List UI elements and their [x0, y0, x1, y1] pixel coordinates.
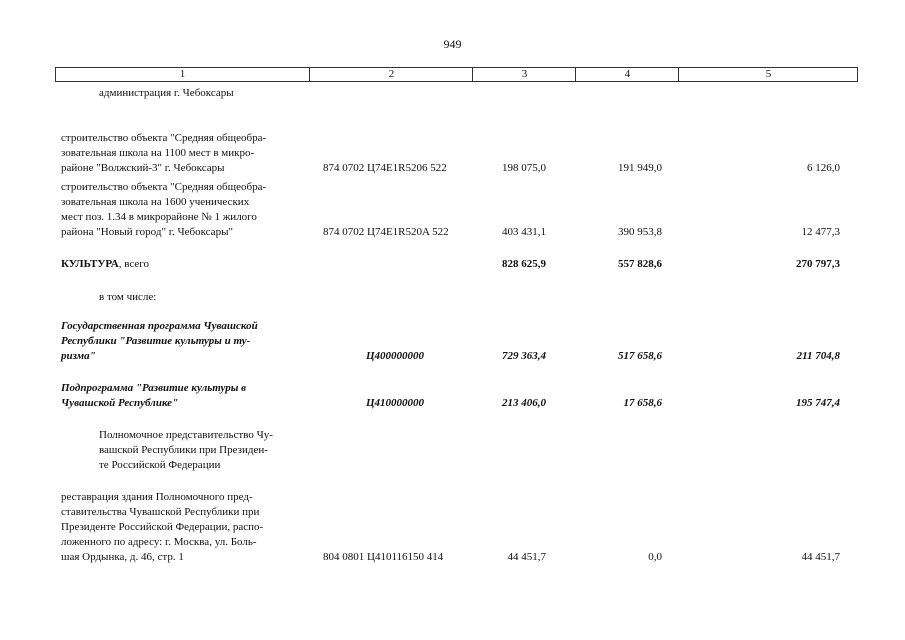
row-code-state-program: Ц400000000	[365, 350, 425, 362]
row-label-school-1100: строительство объекта "Средняя общеобра- зовательная школа на 1100 мест в микро- районе "Волжский-3" г. Чебоксары	[61, 132, 267, 174]
row-value-5: 44 451,7	[801, 551, 840, 563]
row-value-4: 517 658,6	[618, 350, 662, 362]
header-col-1: 1	[179, 68, 186, 80]
row-value-5: 211 704,8	[796, 350, 840, 362]
header-col-2: 2	[309, 68, 473, 81]
row-value-3: 213 406,0	[502, 397, 546, 409]
row-value-3: 198 075,0	[502, 162, 546, 174]
row-value-4: 390 953,8	[618, 226, 662, 238]
table-header	[55, 67, 858, 82]
row-code-school-1100: 874 0702 Ц74E1R5206 522	[323, 162, 447, 174]
header-col-5: 5	[678, 68, 858, 81]
row-value-4: 557 828,6	[618, 258, 662, 270]
row-label-subprogram: Подпрограмма "Развитие культуры в Чувашской Республике"	[61, 382, 247, 409]
row-label-including: в том числе:	[99, 291, 157, 303]
row-label-school-1600: строительство объекта "Средняя общеобра- зовательная школа на 1600 ученических мест поз. 1.34 в микрорайоне № 1 жилого района "Новый город" г. Чебоксары"	[61, 181, 267, 238]
row-label-restoration: реставрация здания Полномочного пред- ставительства Чувашской Республики при Президенте Российской Федерации, распо- ложенного по адресу: г. Москва, ул. Боль- шая Ордынка, д. 46, стр. 1	[61, 491, 264, 563]
row-code-school-1600: 874 0702 Ц74E1R520A 522	[323, 226, 449, 238]
row-value-3: 44 451,7	[507, 551, 546, 563]
row-value-4: 17 658,6	[623, 397, 662, 409]
row-value-5: 195 747,4	[796, 397, 840, 409]
row-value-5: 12 477,3	[801, 226, 840, 238]
row-label-administration: администрация г. Чебоксары	[99, 87, 234, 99]
row-value-4: 0,0	[648, 551, 662, 563]
row-value-5: 270 797,3	[796, 258, 840, 270]
header-col-4: 4	[575, 68, 679, 81]
row-code-subprogram: Ц410000000	[365, 397, 425, 409]
header-col-3: 3	[472, 68, 576, 81]
row-label-culture-total: КУЛЬТУРА, всего	[61, 258, 149, 270]
row-value-5: 6 126,0	[807, 162, 840, 174]
row-value-3: 403 431,1	[502, 226, 546, 238]
row-label-state-program: Государственная программа Чувашской Республики "Развитие культуры и ту- ризма"	[61, 320, 258, 362]
row-value-4: 191 949,0	[618, 162, 662, 174]
row-code-restoration: 804 0801 Ц410116150 414	[323, 551, 444, 563]
row-value-3: 729 363,4	[502, 350, 546, 362]
row-value-3: 828 625,9	[502, 258, 546, 270]
page-number: 949	[443, 37, 462, 51]
row-label-representation: Полномочное представительство Чу- вашской Республики при Президен- те Российской Федерации	[99, 429, 273, 471]
